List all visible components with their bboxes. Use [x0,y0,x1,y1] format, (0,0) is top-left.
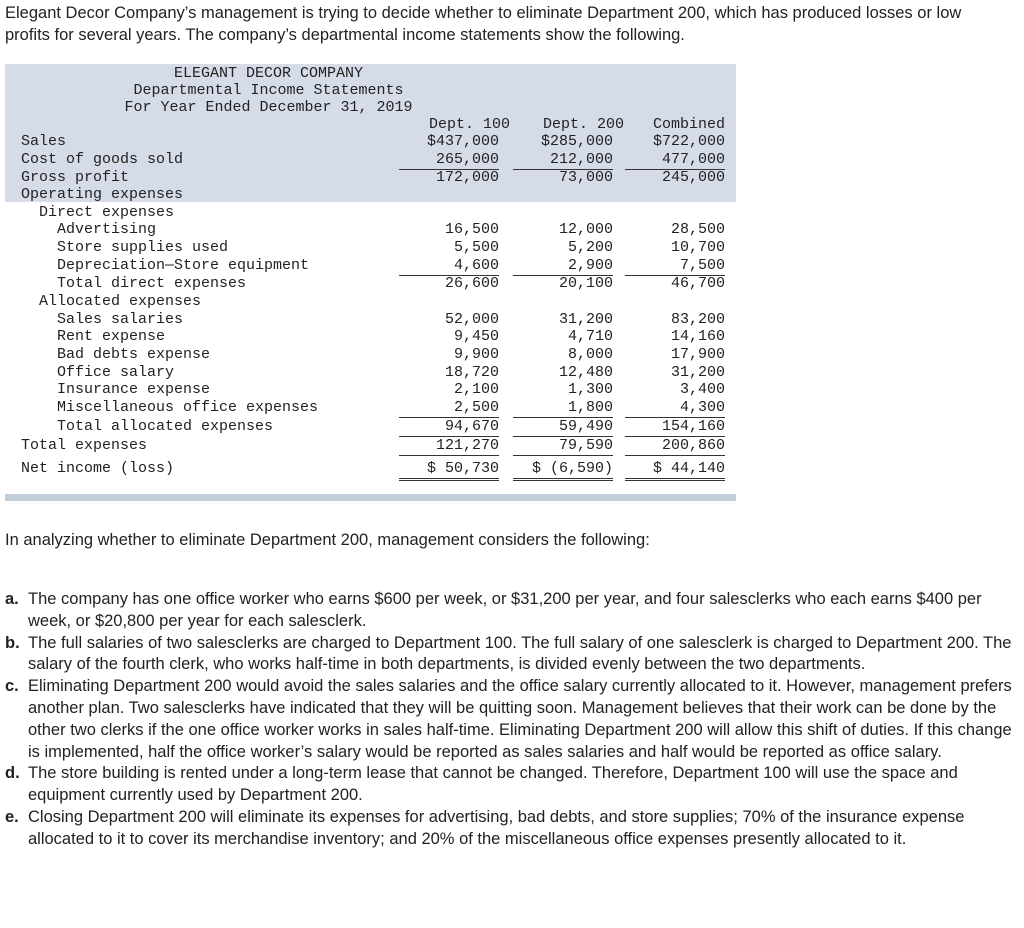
row-advertising [5,221,736,239]
value-dept100: 9,450 [453,328,499,345]
value-dept200: 1,800 [513,399,613,418]
analysis-intro: In analyzing whether to eliminate Department 200, management considers the following: [5,531,650,549]
value-dept200: 5,200 [567,239,613,256]
row-label: Insurance expense [57,381,211,398]
list-item [5,676,1020,763]
value-combined: 4,300 [625,399,725,418]
row-label: Rent expense [57,328,166,345]
value-dept200: $ (6,590) [513,460,613,481]
row-office-salary [5,364,736,382]
row-label: Office salary [57,364,175,381]
value-dept100: 5,500 [453,239,499,256]
value-dept100: 52,000 [444,311,499,328]
item-letter: b. [5,633,20,652]
item-letter: d. [5,764,20,783]
row-cogs [5,151,736,169]
value-dept200: 2,900 [513,257,613,276]
value-dept100: 265,000 [399,151,499,170]
row-net-income [5,460,736,478]
row-label: Miscellaneous office expenses [57,399,319,416]
row-total-allocated [5,418,736,436]
row-store-supplies [5,239,736,257]
value-dept100: 18,720 [444,364,499,381]
row-misc-office-expenses [5,399,736,417]
row-sales [5,133,736,151]
row-label: Bad debts expense [57,346,211,363]
value-combined: 245,000 [661,169,725,186]
income-statement [5,64,736,501]
value-combined: 46,700 [670,275,725,292]
row-operating-expenses [5,186,736,204]
value-combined: 17,900 [670,346,725,363]
row-label: Cost of goods sold [21,151,184,168]
list-item [5,807,1020,851]
statement-title: Departmental Income Statements [133,82,404,99]
value-dept200: $285,000 [540,133,613,150]
considerations-list [5,589,1020,851]
column-header-dept200: Dept. 200 [542,116,624,133]
value-dept200: 1,300 [567,381,613,398]
value-dept100: 121,270 [399,437,499,456]
value-dept100: 9,900 [453,346,499,363]
row-label: Total allocated expenses [57,418,274,435]
item-letter: a. [5,590,19,608]
row-depreciation [5,257,736,275]
value-dept200: 4,710 [567,328,613,345]
statement-period: For Year Ended December 31, 2019 [124,99,413,116]
value-dept200: 73,000 [558,169,613,186]
value-dept100: 2,100 [453,381,499,398]
row-bad-debts [5,346,736,364]
value-dept200: 12,000 [558,221,613,238]
row-rent-expense [5,328,736,346]
item-text: Eliminating Department 200 would avoid the sales salaries and the office salary currently allocated to it. However, management prefers another plan. Two salesclerks have indicated that they will be quitting soon. Management believes that their work can be done by the other two clerks if the one office worker works in sales half-time. Eliminating Department 200 will allow this shift of duties. If this change is implemented, half the office worker’s salary would be reported as sales salaries and half would be reported as office salary. [28,677,1012,761]
value-combined: $722,000 [652,133,725,150]
value-dept100: $437,000 [426,133,499,150]
value-dept100: 4,600 [399,257,499,276]
value-dept100: 26,600 [444,275,499,292]
row-label: Sales [21,133,67,150]
value-combined: 154,160 [625,418,725,437]
row-label: Total expenses [21,437,148,454]
row-allocated-expenses [5,293,736,311]
list-item [5,763,1020,807]
statement-footer-band [5,494,736,501]
company-name: ELEGANT DECOR COMPANY [173,65,364,82]
value-dept100: 172,000 [435,169,499,186]
value-combined: 10,700 [670,239,725,256]
value-combined: 28,500 [670,221,725,238]
row-label: Gross profit [21,169,130,186]
row-label: Allocated expenses [39,293,202,310]
row-label: Store supplies used [57,239,229,256]
value-dept200: 59,490 [513,418,613,437]
value-dept200: 79,590 [513,437,613,456]
list-item [5,589,1020,633]
item-text: The full salaries of two salesclerks are charged to Department 100. The full salary of one salesclerk is charged to Department 200. The salary of the fourth clerk, who works half-time in both departments, is divided evenly between the two departments. [28,633,1012,674]
item-text: The store building is rented under a long-term lease that cannot be changed. Therefore, Department 100 will use the space and equipment currently used by Department 200. [28,764,958,805]
row-label: Sales salaries [57,311,184,328]
row-total-direct [5,275,736,293]
value-combined: 14,160 [670,328,725,345]
row-total-expenses [5,437,736,455]
value-dept200: 212,000 [513,151,613,170]
value-dept200: 12,480 [558,364,613,381]
list-item [5,633,1020,677]
item-text: Closing Department 200 will eliminate its expenses for advertising, bad debts, and store supplies; 70% of the insurance expense allocated to it to cover its merchandise inventory; and 20% of the miscellaneous office expenses presently allocated to it. [28,807,965,848]
row-label: Advertising [57,221,157,238]
row-label: Net income (loss) [21,460,175,477]
row-gross-profit [5,169,736,187]
value-combined: 83,200 [670,311,725,328]
value-combined: 7,500 [625,257,725,276]
row-insurance-expense [5,381,736,399]
item-text: The company has one office worker who earns $600 per week, or $31,200 per year, and four salesclerks who each earns $400 per week, or $20,800 per year for each salesclerk. [28,590,982,630]
value-dept100: 16,500 [444,221,499,238]
value-combined: 31,200 [670,364,725,381]
value-combined: 200,860 [625,437,725,456]
row-label: Direct expenses [39,204,175,221]
value-dept200: 20,100 [558,275,613,292]
row-sales-salaries [5,311,736,329]
column-header-dept100: Dept. 100 [428,116,510,133]
item-letter: c. [5,677,19,696]
row-label: Operating expenses [21,186,184,203]
value-dept200: 8,000 [567,346,613,363]
value-combined: $ 44,140 [625,460,725,481]
intro-paragraph: Elegant Decor Company’s management is trying to decide whether to eliminate Department 200, which has produced losses or low profits for several years. The company’s departmental income statements show the following. [5,4,962,44]
value-dept100: $ 50,730 [399,460,499,481]
value-dept200: 31,200 [558,311,613,328]
column-header-combined: Combined [652,116,725,133]
value-dept100: 94,670 [399,418,499,437]
row-direct-expenses [5,204,736,222]
value-combined: 3,400 [679,381,725,398]
value-dept100: 2,500 [399,399,499,418]
value-combined: 477,000 [625,151,725,170]
row-label: Depreciation—Store equipment [57,257,310,274]
item-letter: e. [5,807,19,826]
row-label: Total direct expenses [57,275,247,292]
